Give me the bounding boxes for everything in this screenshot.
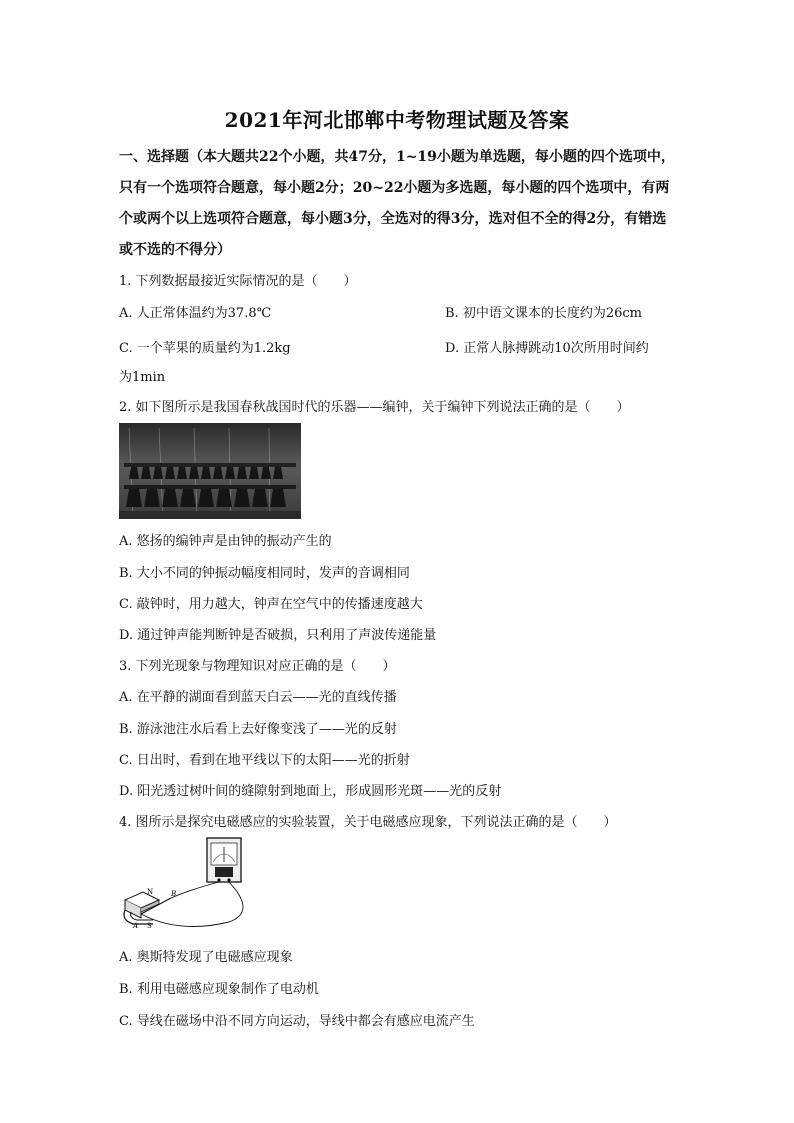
question-1-option-a: A. 人正常体温约为37.8℃ <box>119 306 272 321</box>
question-1-option-d-cont: 为1min <box>119 370 166 385</box>
question-3-stem: 3. 下列光现象与物理知识对应正确的是（ ） <box>119 659 396 674</box>
figure-label-b: B <box>171 890 177 898</box>
figure-label-n: N <box>147 888 154 896</box>
question-1-option-c: C. 一个苹果的质量约为1.2kg <box>119 341 291 356</box>
page-title: 2021年河北邯郸中考物理试题及答案 <box>224 108 570 132</box>
question-4-stem: 4. 图所示是探究电磁感应的实验装置，关于电磁感应现象，下列说法正确的是（ ） <box>119 815 617 830</box>
electromagnetic-induction-apparatus-figure <box>119 834 261 930</box>
question-2-stem: 2. 如下图所示是我国春秋战国时代的乐器——编钟，关于编钟下列说法正确的是（ ） <box>119 400 630 415</box>
section-heading: 一、选择题（本大题共22个小题，共47分，1~19小题为单选题，每小题的四个选项中，只有一个选项符合题意，每小题2分；20~22小题为多选题，每小题的四个选项中，有两个或两个以上选项符合题意，每小题3分，全选对的得3分，选对但不全的得2分，有错选或不选的不得分） <box>119 149 675 258</box>
question-4-option-b: B. 利用电磁感应现象制作了电动机 <box>119 982 319 997</box>
question-2-option-c: C. 敲钟时，用力越大，钟声在空气中的传播速度越大 <box>119 597 423 612</box>
figure-label-s: S <box>147 922 152 930</box>
question-3-option-d: D. 阳光透过树叶间的缝隙射到地面上，形成圆形光斑——光的反射 <box>119 784 502 799</box>
question-1-option-b: B. 初中语文课本的长度约为26cm <box>445 306 642 321</box>
question-4-option-a: A. 奥斯特发现了电磁感应现象 <box>119 950 293 965</box>
question-2-option-b: B. 大小不同的钟振动幅度相同时，发声的音调相同 <box>119 566 410 581</box>
question-2-option-d: D. 通过钟声能判断钟是否破损，只利用了声波传递能量 <box>119 628 437 643</box>
question-4-option-c: C. 导线在磁场中沿不同方向运动，导线中都会有感应电流产生 <box>119 1014 475 1029</box>
question-2-option-a: A. 悠扬的编钟声是由钟的振动产生的 <box>119 534 332 549</box>
bianzhong-bells-photo <box>119 423 301 519</box>
question-3-option-b: B. 游泳池注水后看上去好像变浅了——光的反射 <box>119 722 397 737</box>
question-1-option-d: D. 正常人脉搏跳动10次所用时间约 <box>445 341 649 356</box>
question-3-option-a: A. 在平静的湖面看到蓝天白云——光的直线传播 <box>119 690 397 705</box>
figure-label-a: A <box>133 922 139 930</box>
question-1-stem: 1. 下列数据最接近实际情况的是（ ） <box>119 274 357 289</box>
question-3-option-c: C. 日出时，看到在地平线以下的太阳——光的折射 <box>119 753 410 768</box>
